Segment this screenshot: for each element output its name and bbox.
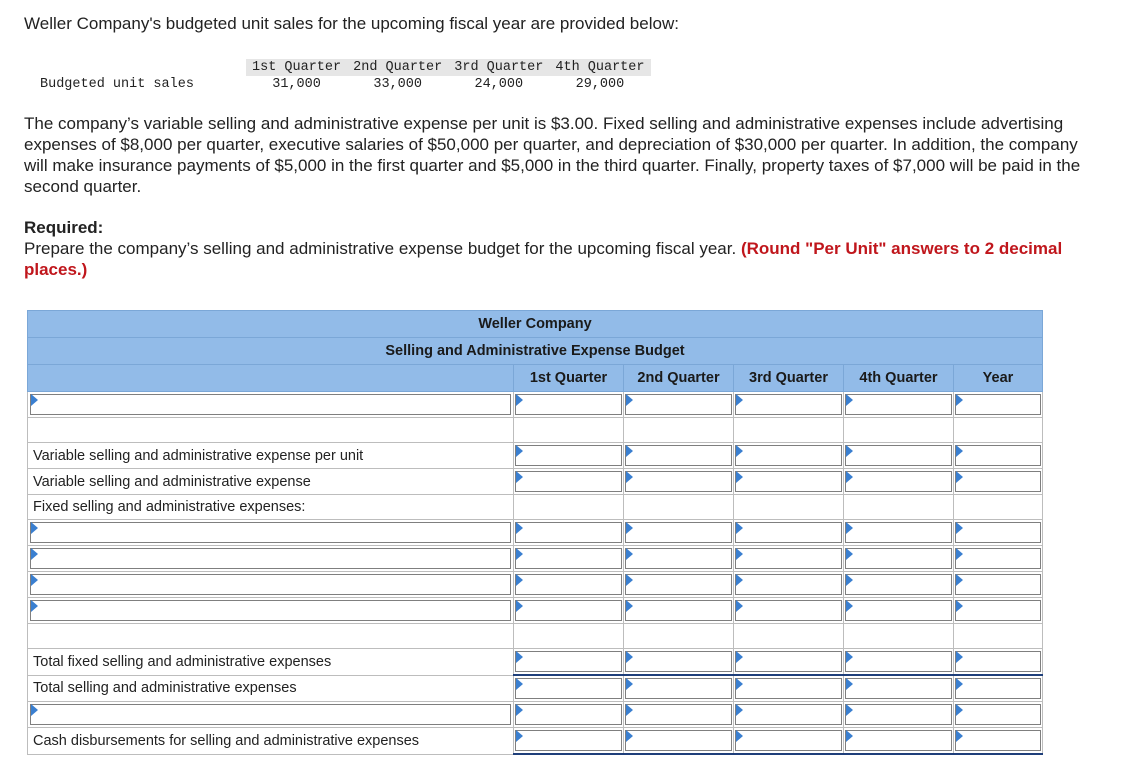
dropdown-flag-icon — [516, 548, 523, 560]
dropdown-flag-icon — [31, 574, 38, 586]
col-header-q4: 4th Quarter — [844, 365, 954, 392]
dropdown-flag-icon — [736, 678, 743, 690]
dropdown-flag-icon — [956, 678, 963, 690]
dropdown-flag-icon — [516, 600, 523, 612]
row-total-fixed-q1-input[interactable] — [515, 651, 622, 672]
row-fixed-heading — [28, 495, 1043, 520]
sales-value-q3: 24,000 — [474, 77, 524, 92]
spacer-row — [28, 624, 1043, 649]
dropdown-flag-icon — [626, 600, 633, 612]
row-units-q4-input[interactable] — [845, 394, 952, 415]
row-units-q1-input[interactable] — [515, 394, 622, 415]
col-header-q2: 2nd Quarter — [624, 365, 734, 392]
dropdown-flag-icon — [31, 600, 38, 612]
dropdown-flag-icon — [31, 704, 38, 716]
dropdown-flag-icon — [846, 704, 853, 716]
sales-value-row — [34, 76, 651, 93]
dropdown-flag-icon — [516, 394, 523, 406]
row-fixed-1-q4-input[interactable] — [845, 522, 952, 543]
row-units-q2-input[interactable] — [625, 394, 732, 415]
rounding-note: (Round "Per Unit" answers to 2 decimal places.) — [24, 239, 1063, 279]
row-total-fixed-q3-input[interactable] — [735, 651, 842, 672]
dropdown-flag-icon — [956, 471, 963, 483]
row-fixed-1-q1-input[interactable] — [515, 522, 622, 543]
row-noncash-year-input[interactable] — [955, 704, 1041, 725]
dropdown-flag-icon — [736, 394, 743, 406]
row-noncash-q2-input[interactable] — [625, 704, 732, 725]
dropdown-flag-icon — [956, 730, 963, 742]
row-cash-q3-input[interactable] — [735, 730, 842, 751]
required-instruction: Prepare the company’s selling and administrative expense budget for the upcoming fiscal year. — [24, 239, 737, 258]
dropdown-flag-icon — [516, 574, 523, 586]
row-noncash-label-select[interactable] — [30, 704, 511, 725]
row-fixed-2 — [28, 546, 1043, 572]
dropdown-flag-icon — [31, 522, 38, 534]
sales-row-label: Budgeted unit sales — [34, 76, 246, 93]
row-fixed-3-q4-input[interactable] — [845, 574, 952, 595]
row-fixed-4-q1-input[interactable] — [515, 600, 622, 621]
row-fixed-4 — [28, 598, 1043, 624]
dropdown-flag-icon — [846, 394, 853, 406]
row-fixed-4-year-input[interactable] — [955, 600, 1041, 621]
row-total-sa-q1-input[interactable] — [515, 678, 622, 699]
dropdown-flag-icon — [626, 471, 633, 483]
row-total-sa-label: Total selling and administrative expenses — [33, 680, 297, 697]
row-noncash-q3-input[interactable] — [735, 704, 842, 725]
sales-header-row — [34, 59, 651, 76]
row-fixed-3-q3-input[interactable] — [735, 574, 842, 595]
dropdown-flag-icon — [626, 445, 633, 457]
dropdown-flag-icon — [626, 574, 633, 586]
row-var-expense-q1-input[interactable] — [515, 471, 622, 492]
dropdown-flag-icon — [846, 730, 853, 742]
row-units-q3-input[interactable] — [735, 394, 842, 415]
row-total-fixed-q2-input[interactable] — [625, 651, 732, 672]
row-fixed-2-q3-input[interactable] — [735, 548, 842, 569]
col-header-year: Year — [954, 365, 1043, 392]
row-total-sa-q2-input[interactable] — [625, 678, 732, 699]
dropdown-flag-icon — [736, 522, 743, 534]
row-var-expense-year-input[interactable] — [955, 471, 1041, 492]
row-total-sa-q3-input[interactable] — [735, 678, 842, 699]
dropdown-flag-icon — [956, 522, 963, 534]
budget-table — [27, 310, 1043, 755]
row-fixed-2-q4-input[interactable] — [845, 548, 952, 569]
dropdown-flag-icon — [626, 704, 633, 716]
row-cash-year-input[interactable] — [955, 730, 1041, 751]
dropdown-flag-icon — [516, 471, 523, 483]
row-cash-label: Cash disbursements for selling and administrative expenses — [33, 732, 420, 749]
col-header-q3: 3rd Quarter — [734, 365, 844, 392]
sales-header-q2: 2nd Quarter — [347, 59, 448, 76]
dropdown-flag-icon — [626, 548, 633, 560]
dropdown-flag-icon — [736, 651, 743, 663]
row-fixed-1-label-select[interactable] — [30, 522, 511, 543]
row-var-per-unit-year-input[interactable] — [955, 445, 1041, 466]
dropdown-flag-icon — [626, 394, 633, 406]
row-total-fixed-q4-input[interactable] — [845, 651, 952, 672]
row-fixed-3 — [28, 572, 1043, 598]
dropdown-flag-icon — [956, 574, 963, 586]
dropdown-flag-icon — [846, 600, 853, 612]
row-fixed-1 — [28, 520, 1043, 546]
dropdown-flag-icon — [846, 445, 853, 457]
sales-value-q4: 29,000 — [575, 77, 625, 92]
spacer-row — [28, 418, 1043, 443]
dropdown-flag-icon — [31, 548, 38, 560]
row-fixed-1-q3-input[interactable] — [735, 522, 842, 543]
dropdown-flag-icon — [626, 678, 633, 690]
dropdown-flag-icon — [626, 651, 633, 663]
row-units — [28, 392, 1043, 418]
row-fixed-2-q2-input[interactable] — [625, 548, 732, 569]
row-var-per-unit-q1-input[interactable] — [515, 445, 622, 466]
required-text — [24, 238, 1099, 280]
col-header-q1: 1st Quarter — [514, 365, 624, 392]
row-fixed-3-q1-input[interactable] — [515, 574, 622, 595]
sales-value-q2: 33,000 — [373, 77, 422, 92]
row-cash-q4-input[interactable] — [845, 730, 952, 751]
row-var-expense-q4-input[interactable] — [845, 471, 952, 492]
row-units-label-select[interactable] — [30, 394, 511, 415]
required-heading: Required: — [24, 218, 104, 237]
dropdown-flag-icon — [736, 600, 743, 612]
row-cash — [28, 728, 1043, 755]
row-total-fixed-label: Total fixed selling and administrative expenses — [33, 653, 332, 670]
row-var-expense-q2-input[interactable] — [625, 471, 732, 492]
dropdown-flag-icon — [956, 445, 963, 457]
dropdown-flag-icon — [736, 730, 743, 742]
dropdown-flag-icon — [736, 548, 743, 560]
dropdown-flag-icon — [846, 548, 853, 560]
budget-title: Selling and Administrative Expense Budget — [28, 338, 1043, 365]
row-var-expense-label: Variable selling and administrative expense — [33, 473, 311, 490]
dropdown-flag-icon — [846, 651, 853, 663]
row-var-per-unit-q4-input[interactable] — [845, 445, 952, 466]
dropdown-flag-icon — [846, 471, 853, 483]
dropdown-flag-icon — [516, 651, 523, 663]
row-units-year-input[interactable] — [955, 394, 1041, 415]
row-fixed-2-year-input[interactable] — [955, 548, 1041, 569]
row-var-expense-q3-input[interactable] — [735, 471, 842, 492]
row-fixed-1-year-input[interactable] — [955, 522, 1041, 543]
row-noncash-q1-input[interactable] — [515, 704, 622, 725]
sales-header-q1: 1st Quarter — [246, 59, 347, 76]
row-fixed-3-label-select[interactable] — [30, 574, 511, 595]
row-cash-q2-input[interactable] — [625, 730, 732, 751]
row-fixed-4-q2-input[interactable] — [625, 600, 732, 621]
row-fixed-4-q4-input[interactable] — [845, 600, 952, 621]
dropdown-flag-icon — [956, 548, 963, 560]
dropdown-flag-icon — [31, 394, 38, 406]
sales-value-q1: 31,000 — [272, 77, 321, 92]
row-noncash-q4-input[interactable] — [845, 704, 952, 725]
row-noncash — [28, 702, 1043, 728]
dropdown-flag-icon — [516, 730, 523, 742]
dropdown-flag-icon — [736, 471, 743, 483]
row-fixed-2-label-select[interactable] — [30, 548, 511, 569]
row-total-fixed-year-input[interactable] — [955, 651, 1041, 672]
dropdown-flag-icon — [846, 522, 853, 534]
dropdown-flag-icon — [736, 445, 743, 457]
dropdown-flag-icon — [626, 730, 633, 742]
dropdown-flag-icon — [846, 574, 853, 586]
row-var-per-unit-q3-input[interactable] — [735, 445, 842, 466]
dropdown-flag-icon — [626, 522, 633, 534]
dropdown-flag-icon — [516, 522, 523, 534]
row-fixed-3-year-input[interactable] — [955, 574, 1041, 595]
sales-header-q4: 4th Quarter — [549, 59, 650, 76]
row-var-per-unit-q2-input[interactable] — [625, 445, 732, 466]
dropdown-flag-icon — [956, 600, 963, 612]
row-total-sa-year-input[interactable] — [955, 678, 1041, 699]
row-total-sa-q4-input[interactable] — [845, 678, 952, 699]
unit-sales-table — [34, 59, 651, 93]
row-total-fixed — [28, 649, 1043, 676]
dropdown-flag-icon — [956, 651, 963, 663]
row-fixed-3-q2-input[interactable] — [625, 574, 732, 595]
row-fixed-heading-label: Fixed selling and administrative expenses: — [33, 499, 306, 515]
dropdown-flag-icon — [956, 704, 963, 716]
dropdown-flag-icon — [516, 678, 523, 690]
row-var-per-unit — [28, 443, 1043, 469]
dropdown-flag-icon — [736, 574, 743, 586]
row-var-expense — [28, 469, 1043, 495]
row-fixed-1-q2-input[interactable] — [625, 522, 732, 543]
row-total-sa — [28, 675, 1043, 702]
dropdown-flag-icon — [736, 704, 743, 716]
dropdown-flag-icon — [516, 704, 523, 716]
dropdown-flag-icon — [516, 445, 523, 457]
row-fixed-4-q3-input[interactable] — [735, 600, 842, 621]
row-cash-q1-input[interactable] — [515, 730, 622, 751]
dropdown-flag-icon — [846, 678, 853, 690]
row-var-per-unit-label: Variable selling and administrative expense per unit — [33, 447, 364, 464]
sales-header-q3: 3rd Quarter — [448, 59, 549, 76]
row-fixed-2-q1-input[interactable] — [515, 548, 622, 569]
row-fixed-4-label-select[interactable] — [30, 600, 511, 621]
budget-company-name: Weller Company — [28, 311, 1043, 338]
problem-paragraph: The company’s variable selling and administrative expense per unit is $3.00. Fixed selling and administrative expenses include advertising expenses of $8,000 per quarter, executive salaries of $50,000 per quarter, and depreciation of $30,000 per quarter. In addition, the company will make insurance payments of $5,000 in the first quarter and $5,000 in the third quarter. Finally, property taxes of $7,000 will be paid in the second quarter. — [24, 114, 1081, 196]
dropdown-flag-icon — [956, 394, 963, 406]
intro-text: Weller Company's budgeted unit sales for the upcoming fiscal year are provided below: — [24, 14, 679, 33]
